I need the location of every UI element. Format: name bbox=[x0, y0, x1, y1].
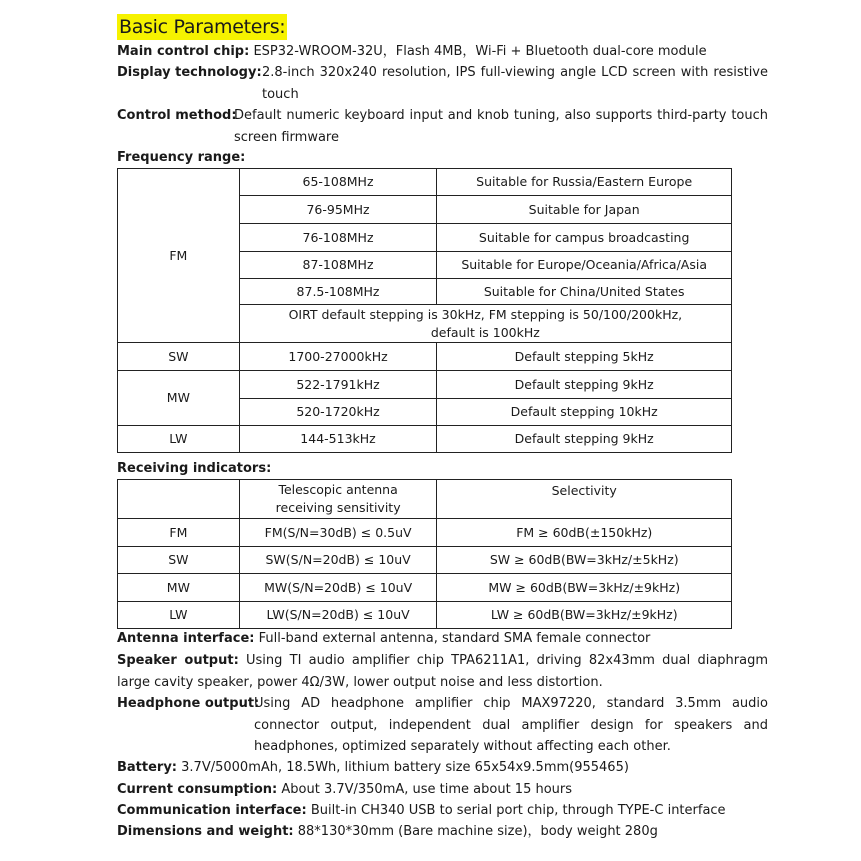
communication-value: Built-in CH340 USB to serial port chip, through TYPE-C interface bbox=[310, 803, 726, 818]
consumption-value: About 3.7V/350mA, use time about 15 hours bbox=[281, 782, 573, 797]
sw-range-cell: 1700-27000kHz bbox=[239, 343, 437, 371]
sensitivity-cell: MW(S/N=20dB) ≤ 10uV bbox=[239, 574, 437, 602]
selectivity-cell: FM ≥ 60dB(±150kHz) bbox=[437, 519, 732, 547]
mw-band-cell: MW bbox=[118, 371, 240, 426]
speaker-row bbox=[117, 650, 768, 693]
fm-range-cell: 76-108MHz bbox=[239, 224, 437, 252]
sensitivity-header: Telescopic antenna receiving sensitivity bbox=[239, 480, 437, 519]
headphone-label: Headphone output: bbox=[117, 696, 260, 711]
selectivity-header: Selectivity bbox=[437, 480, 732, 519]
consumption-row bbox=[117, 779, 572, 800]
receiving-table bbox=[117, 479, 732, 629]
sw-note-cell: Default stepping 5kHz bbox=[437, 343, 732, 371]
mw-note-cell: Default stepping 9kHz bbox=[437, 371, 732, 399]
frequency-heading: Frequency range: bbox=[117, 150, 246, 165]
sensitivity-cell: SW(S/N=20dB) ≤ 10uV bbox=[239, 547, 437, 574]
dimensions-row bbox=[117, 821, 658, 842]
speaker-label: Speaker output: bbox=[117, 653, 239, 668]
battery-row bbox=[117, 757, 629, 778]
band-cell: FM bbox=[118, 519, 240, 547]
fm-range-cell: 76-95MHz bbox=[239, 196, 437, 224]
sensitivity-cell: LW(S/N=20dB) ≤ 10uV bbox=[239, 602, 437, 629]
receiving-heading: Receiving indicators: bbox=[117, 461, 272, 476]
sw-band-cell: SW bbox=[118, 343, 240, 371]
display-label: Display technology: bbox=[117, 65, 262, 80]
dimensions-value: 88*130*30mm (Bare machine size)，body weight 280g bbox=[297, 824, 658, 839]
header-blank-cell bbox=[118, 480, 240, 519]
page-title: Basic Parameters: bbox=[119, 16, 286, 38]
main-chip-row bbox=[117, 41, 707, 62]
fm-range-cell: 87-108MHz bbox=[239, 252, 437, 279]
mw-note-cell: Default stepping 10kHz bbox=[437, 399, 732, 426]
fm-note-cell: Suitable for Europe/Oceania/Africa/Asia bbox=[437, 252, 732, 279]
dimensions-label: Dimensions and weight: bbox=[117, 824, 294, 839]
fm-note-cell: Suitable for Russia/Eastern Europe bbox=[437, 169, 732, 196]
main-chip-label: Main control chip: bbox=[117, 44, 250, 59]
frequency-table bbox=[117, 168, 732, 453]
fm-stepping-note: OIRT default stepping is 30kHz, FM stepping is 50/100/200kHz, default is 100kHz bbox=[239, 305, 731, 343]
fm-band-cell: FM bbox=[118, 169, 240, 343]
selectivity-cell: SW ≥ 60dB(BW=3kHz/±5kHz) bbox=[437, 547, 732, 574]
speaker-value: Using TI audio amplifier chip TPA6211A1, driving 82x43mm dual diaphragm large cavity speaker, power 4Ω/3W, lower output noise and less distortion. bbox=[117, 653, 769, 690]
mw-range-cell: 520-1720kHz bbox=[239, 399, 437, 426]
band-cell: LW bbox=[118, 602, 240, 629]
consumption-label: Current consumption: bbox=[117, 782, 278, 797]
fm-note-cell: Suitable for China/United States bbox=[437, 279, 732, 305]
selectivity-cell: MW ≥ 60dB(BW=3kHz/±9kHz) bbox=[437, 574, 732, 602]
antenna-value: Full-band external antenna, standard SMA female connector bbox=[258, 631, 651, 646]
mw-range-cell: 522-1791kHz bbox=[239, 371, 437, 399]
fm-note-cell: Suitable for Japan bbox=[437, 196, 732, 224]
fm-range-cell: 87.5-108MHz bbox=[239, 279, 437, 305]
band-cell: MW bbox=[118, 574, 240, 602]
antenna-label: Antenna interface: bbox=[117, 631, 255, 646]
lw-note-cell: Default stepping 9kHz bbox=[437, 426, 732, 453]
main-chip-value: ESP32-WROOM-32U，Flash 4MB，Wi-Fi + Bluetooth dual-core module bbox=[253, 44, 707, 59]
control-value: Default numeric keyboard input and knob tuning, also supports third-party touch screen firmware bbox=[234, 108, 768, 145]
sensitivity-cell: FM(S/N=30dB) ≤ 0.5uV bbox=[239, 519, 437, 547]
lw-range-cell: 144-513kHz bbox=[239, 426, 437, 453]
fm-range-cell: 65-108MHz bbox=[239, 169, 437, 196]
headphone-value: Using AD headphone amplifier chip MAX97220, standard 3.5mm audio connector output, independent dual amplifier design for speakers and headphones, optimized separately without affecting each other. bbox=[254, 696, 768, 754]
battery-value: 3.7V/5000mAh, 18.5Wh, lithium battery size 65x54x9.5mm(955465) bbox=[181, 760, 629, 775]
display-value: 2.8-inch 320x240 resolution, IPS full-viewing angle LCD screen with resistive touch bbox=[262, 65, 768, 102]
battery-label: Battery: bbox=[117, 760, 178, 775]
communication-row bbox=[117, 800, 726, 821]
fm-note-cell: Suitable for campus broadcasting bbox=[437, 224, 732, 252]
lw-band-cell: LW bbox=[118, 426, 240, 453]
communication-label: Communication interface: bbox=[117, 803, 307, 818]
band-cell: SW bbox=[118, 547, 240, 574]
selectivity-cell: LW ≥ 60dB(BW=3kHz/±9kHz) bbox=[437, 602, 732, 629]
control-label: Control method: bbox=[117, 108, 237, 123]
antenna-row bbox=[117, 628, 650, 649]
